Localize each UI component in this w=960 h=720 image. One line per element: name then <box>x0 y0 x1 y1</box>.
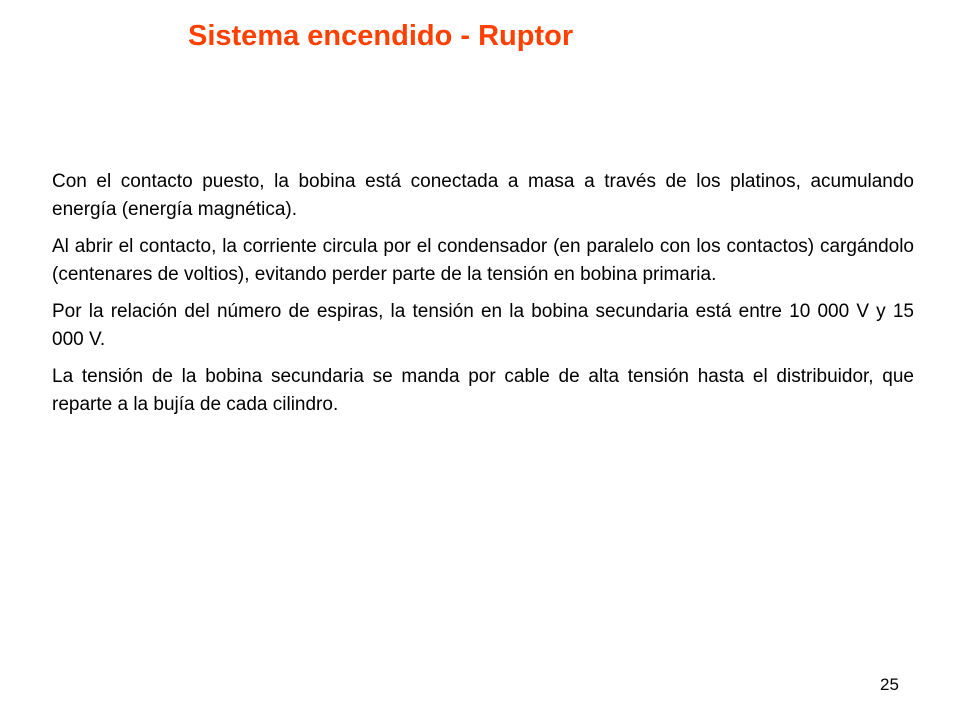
page-number: 25 <box>880 675 899 694</box>
paragraph-bobina-secundaria: La tensión de la bobina secundaria se manda por cable de alta tensión hasta el distribuidor, que reparte a la bujía de cada cilindro. <box>52 366 914 415</box>
slide-title: Sistema encendido - Ruptor <box>188 20 574 52</box>
paragraph-abrir-contacto: Al abrir el contacto, la corriente circula por el condensador (en paralelo con los contactos) cargándolo (centenares de voltios), evitando perder parte de la tensión en bobina primaria. <box>52 236 914 285</box>
slide-body <box>52 168 914 428</box>
paragraph-contacto-puesto: Con el contacto puesto, la bobina está conectada a masa a través de los platinos, acumulando energía (energía magnética). <box>52 171 914 220</box>
paragraph-relacion-espiras: Por la relación del número de espiras, la tensión en la bobina secundaria está entre 10 000 V y 15 000 V. <box>52 301 914 350</box>
